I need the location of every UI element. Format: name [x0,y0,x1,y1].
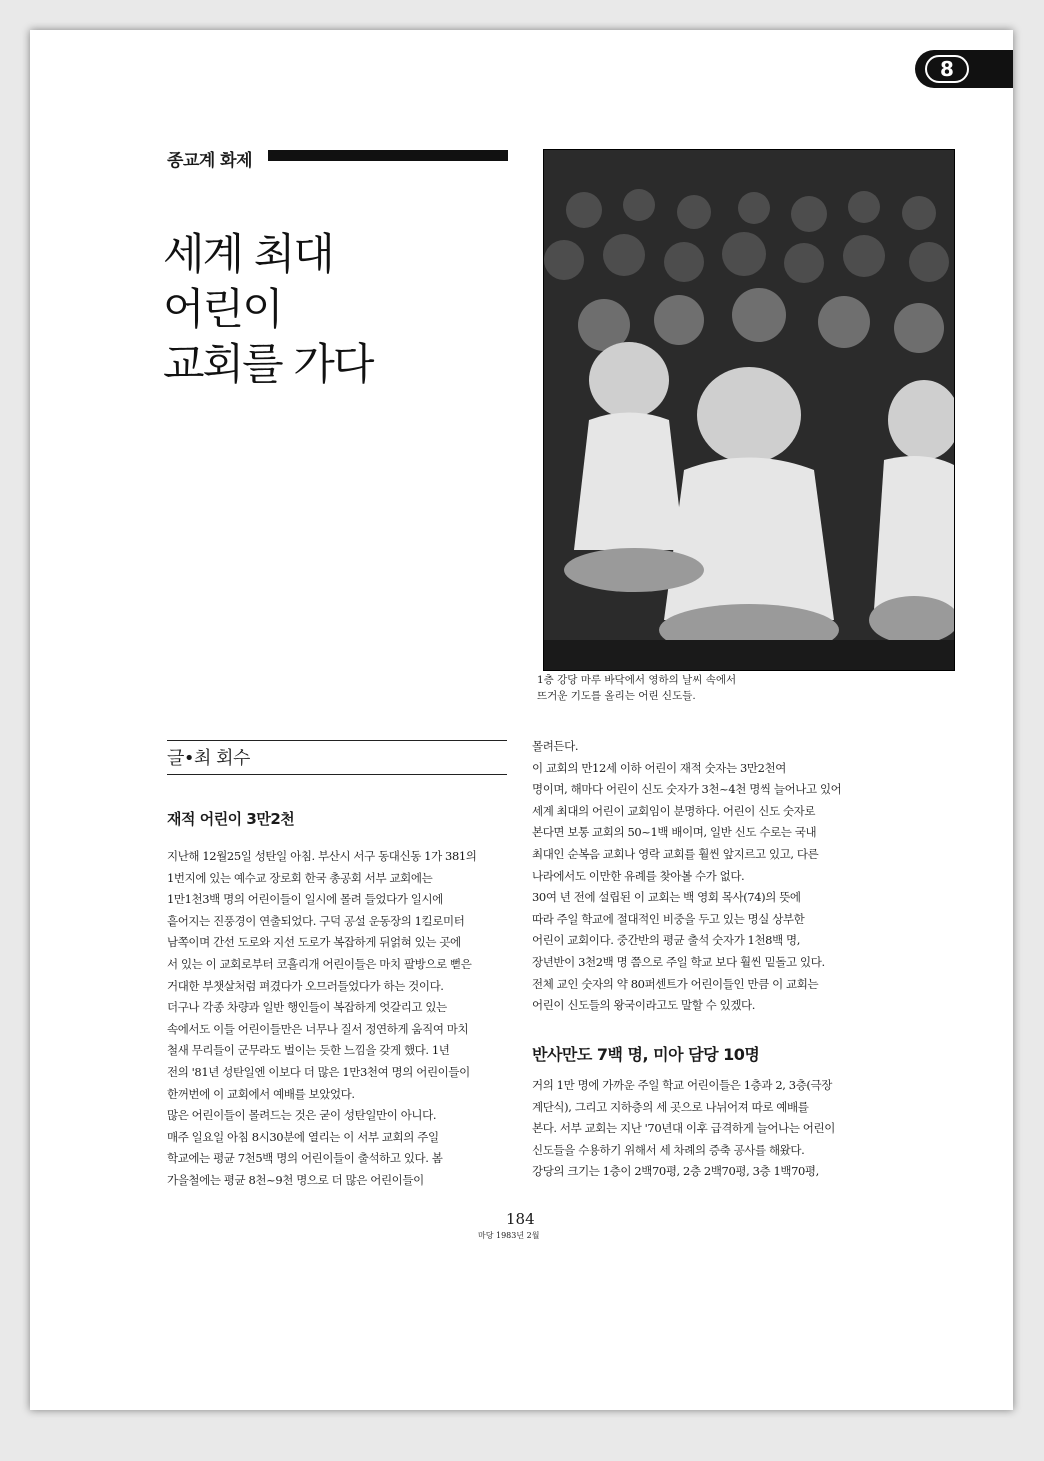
headline-line: 어린이 [163,285,282,335]
right-column-body-bottom [532,1075,877,1183]
body-line: 장년반이 3천2백 명 쯤으로 주일 학교 보다 훨씬 밑돌고 있다. [532,954,825,969]
body-line: 많은 어린이들이 몰려드는 것은 굳이 성탄일만이 아니다. [167,1108,437,1123]
body-line: 전의 '81년 성탄일엔 이보다 더 많은 1만3천여 명의 어린이들이 [167,1064,470,1079]
left-subhead: 재적 어린이 3만2천 [167,810,295,828]
section-label: 종교계 화제 [167,151,253,171]
headline [163,228,533,393]
headline-line: 세계 최대 [163,230,333,280]
chapter-badge [915,50,1013,88]
body-line: 매주 일요일 아침 8시30분에 열리는 이 서부 교회의 주일 [167,1129,439,1144]
body-line: 어린이 신도들의 왕국이라고도 말할 수 있겠다. [532,998,756,1013]
body-line: 30여 년 전에 설립된 이 교회는 백 영회 목사(74)의 뜻에 [532,890,801,905]
body-line: 신도들을 수용하기 위해서 세 차례의 증축 공사를 해왔다. [532,1142,805,1157]
body-line: 어린이 교회이다. 중간반의 평균 출석 숫자가 1천8백 명, [532,933,801,948]
body-line: 1번지에 있는 예수교 장로회 한국 총공회 서부 교회에는 [167,870,433,885]
section-bar [268,150,508,161]
body-line: 거대한 부챗살처럼 펴겼다가 오므러들었다가 하는 것이다. [167,978,444,993]
body-line: 거의 1만 명에 가까운 주일 학교 어린이들은 1층과 2, 3층(극장 [532,1078,832,1092]
photo-illustration [544,150,954,670]
body-line: 서 있는 이 교회로부터 코흘리개 어린이들은 마치 팔방으로 뻗은 [167,956,472,971]
body-line: 철새 무리들이 군무라도 벌이는 듯한 느낌을 갖게 했다. 1년 [167,1043,450,1058]
body-line: 세계 최대의 어린이 교회임이 분명하다. 어린이 신도 숫자로 [532,803,816,818]
left-column-body [167,846,512,1192]
body-line: 1만1천3백 명의 어린이들이 일시에 몰려 들었다가 일시에 [167,892,443,907]
headline-line: 교회를 가다 [163,340,373,390]
body-line: 가을철에는 평균 8천~9천 명으로 더 많은 어린이들이 [167,1172,424,1187]
children-praying-photo [543,149,955,671]
body-line: 이 교회의 만12세 이하 어린이 재적 숫자는 3만2천여 [532,760,786,775]
right-subhead: 반사만도 7백 명, 미아 담당 10명 [532,1045,760,1064]
body-line: 나라에서도 이만한 유례를 찾아볼 수가 없다. [532,868,745,883]
right-column-body-top [532,736,877,1017]
body-line: 본다면 보통 교회의 50~1백 배이며, 일반 신도 수로는 국내 [532,825,817,840]
body-line: 학교에는 평균 7천5백 명의 어린이들이 출석하고 있다. 봄 [167,1151,443,1166]
body-line: 전체 교인 숫자의 약 80퍼센트가 어린이들인 만큼 이 교회는 [532,976,819,991]
byline-bottom-rule [167,774,507,775]
body-line: 속에서도 이들 어린이들만은 너무나 질서 정연하게 움직여 마치 [167,1021,469,1036]
caption-line: 1층 강당 마루 바닥에서 영하의 날씨 속에서 [537,674,737,686]
magazine-page [30,30,1013,1410]
body-line: 명이며, 해마다 어린이 신도 숫자가 3천~4천 명씩 늘어나고 있어 [532,782,842,797]
photo-caption [537,672,837,704]
byline-top-rule [167,740,507,741]
body-line: 남쪽이며 간선 도로와 지선 도로가 복잡하게 뒤얽혀 있는 곳에 [167,935,461,950]
body-line: 강당의 크기는 1층이 2백70평, 2층 2백70평, 3층 1백70평, [532,1164,819,1179]
page-number: 184 [506,1210,535,1228]
byline: 글•최 회수 [167,748,250,769]
body-line: 본다. 서부 교회는 지난 '70년대 이후 급격하게 늘어나는 어린이 [532,1121,835,1136]
body-line: 최대인 순복음 교회나 영락 교회를 훨씬 앞지르고 있고, 다른 [532,846,819,861]
body-line: 몰려든다. [532,739,579,753]
body-line: 한꺼번에 이 교회에서 예배를 보았었다. [167,1086,355,1101]
body-line: 지난해 12월25일 성탄일 아침. 부산시 서구 동대신동 1가 381의 [167,849,477,863]
body-line: 더구나 각종 차량과 일반 행인들이 복잡하게 엇갈리고 있는 [167,1000,447,1015]
body-line: 따라 주일 학교에 절대적인 비중을 두고 있는 명실 상부한 [532,911,805,926]
caption-line: 뜨거운 기도를 올리는 어린 신도들. [537,690,696,702]
body-line: 계단식), 그리고 지하층의 세 곳으로 나뉘어져 따로 예배를 [532,1099,809,1114]
body-line: 흩어지는 진풍경이 연출되었다. 구덕 공설 운동장의 1킬로미터 [167,913,465,928]
chapter-number: 8 [925,55,969,83]
publication-footer: 마당 1983년 2월 [478,1231,540,1240]
